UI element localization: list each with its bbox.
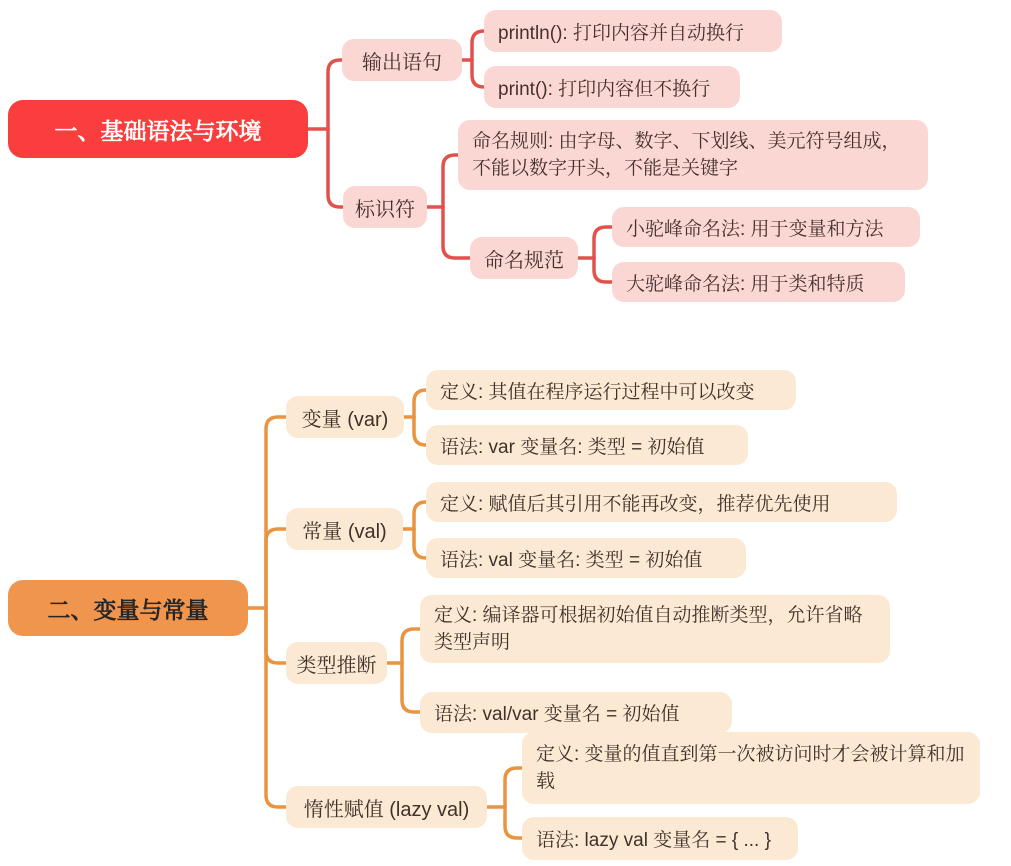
connector-inference-syntax [402,663,420,712]
connector-root2-var [266,417,286,608]
connector-lazy-syntax [505,807,522,838]
leaf-val-definition[interactable]: 定义: 赋值后其引用不能再改变，推荐优先使用 [426,482,897,522]
leaf-lazy-val-definition[interactable]: 定义: 变量的值直到第一次被访问时才会被计算和加载 [522,732,980,804]
connector-identifier-convention [443,207,470,258]
connector-var-syntax [414,417,426,445]
leaf-lower-camel-case[interactable]: 小驼峰命名法: 用于变量和方法 [612,207,920,247]
connector-val-definition [414,502,426,529]
leaf-upper-camel-case[interactable]: 大驼峰命名法: 用于类和特质 [612,262,905,302]
subtopic-lazy-val[interactable]: 惰性赋值 (lazy val) [286,786,487,828]
leaf-naming-rules[interactable]: 命名规则: 由字母、数字、下划线、美元符号组成，不能以数字开头，不能是关键字 [458,120,928,190]
connector-var-definition [414,390,426,417]
connector-inference-definition [402,629,420,663]
leaf-type-inference-definition[interactable]: 定义: 编译器可根据初始值自动推断类型，允许省略类型声明 [420,595,890,663]
topic-basic-syntax[interactable]: 一、基础语法与环境 [8,100,308,158]
leaf-println[interactable]: println(): 打印内容并自动换行 [484,10,782,52]
connector-root2-val [266,529,286,608]
leaf-var-syntax[interactable]: 语法: var 变量名: 类型 = 初始值 [426,425,748,465]
connector-output-println [472,31,484,60]
leaf-val-syntax[interactable]: 语法: val 变量名: 类型 = 初始值 [426,538,746,578]
leaf-lazy-val-syntax[interactable]: 语法: lazy val 变量名 = { ... } [522,817,798,860]
leaf-type-inference-syntax[interactable]: 语法: val/var 变量名 = 初始值 [420,692,732,733]
leaf-print[interactable]: print(): 打印内容但不换行 [484,66,740,108]
connector-root1-identifier [328,129,343,207]
connector-convention-lower-camel [594,227,612,258]
subtopic-identifier[interactable]: 标识符 [343,186,427,228]
topic-variables-constants[interactable]: 二、变量与常量 [8,580,248,636]
subtopic-output-statement[interactable]: 输出语句 [342,39,462,81]
connector-root2-lazy [266,608,286,807]
connector-val-syntax [414,529,426,558]
connector-root1-output [328,60,342,129]
subtopic-naming-convention[interactable]: 命名规范 [470,237,578,279]
subtopic-var[interactable]: 变量 (var) [286,396,404,438]
connector-output-print [472,60,484,87]
connector-root2-inference [266,608,286,663]
subtopic-type-inference[interactable]: 类型推断 [286,642,387,684]
connector-identifier-rules [443,155,458,207]
subtopic-val[interactable]: 常量 (val) [286,508,403,550]
connector-convention-upper-camel [594,258,612,282]
connector-lazy-definition [505,768,522,807]
leaf-var-definition[interactable]: 定义: 其值在程序运行过程中可以改变 [426,370,796,410]
